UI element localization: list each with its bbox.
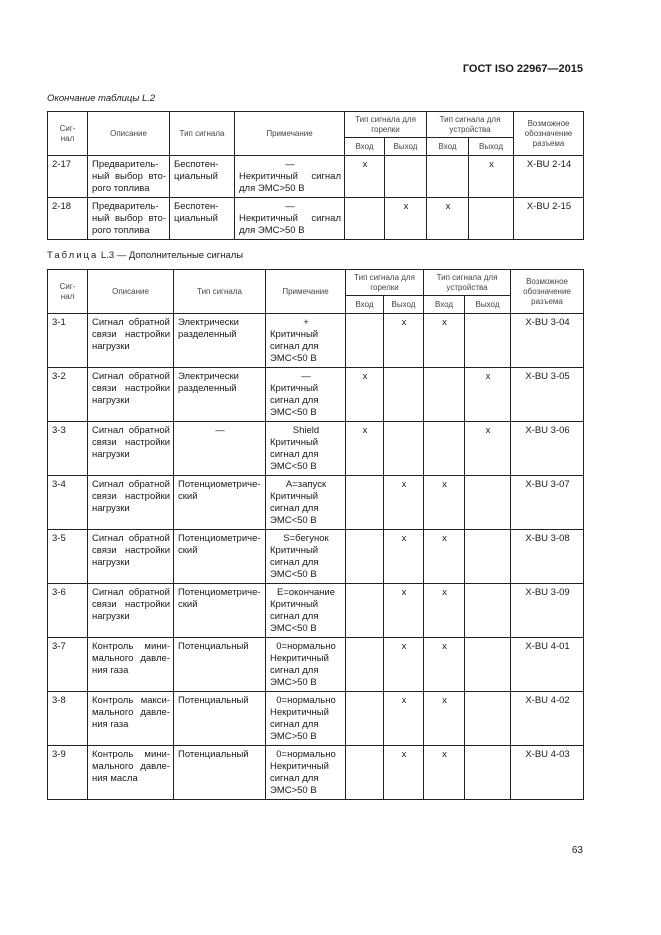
table-caption-label: Таблица	[47, 250, 99, 261]
header-note: Примечание	[266, 270, 346, 314]
type-cell: Потенциометриче-ский	[174, 476, 266, 530]
signal-cell: 3-4	[48, 476, 88, 530]
header-burner: Тип сигнала для горелки	[345, 112, 427, 138]
note-cell	[266, 422, 346, 476]
header-description: Описание	[88, 270, 174, 314]
note-cell	[266, 476, 346, 530]
connector-cell: X-BU 4-03	[511, 746, 584, 800]
device-input-cell: x	[424, 638, 465, 692]
note-cell	[266, 530, 346, 584]
signal-cell: 3-3	[48, 422, 88, 476]
note-line-secondary: Критичный сигнал для ЭМС<50 В	[270, 383, 319, 418]
type-cell: —	[174, 422, 266, 476]
connector-cell: X-BU 3-07	[511, 476, 584, 530]
device-input-cell: x	[424, 314, 465, 368]
burner-input-cell	[346, 476, 384, 530]
signal-cell: 3-6	[48, 584, 88, 638]
header-output: Выход	[384, 296, 424, 314]
description-cell: Предваритель-ный выбор вто-рого топлива	[88, 198, 170, 240]
header-output: Выход	[469, 138, 514, 156]
burner-input-cell	[346, 530, 384, 584]
note-cell	[235, 156, 345, 198]
header-output: Выход	[385, 138, 427, 156]
note-line-secondary: Некритичный сигнал для ЭМС>50 В	[270, 761, 329, 796]
device-input-cell: x	[424, 530, 465, 584]
device-input-cell	[427, 156, 469, 198]
device-input-cell	[424, 422, 465, 476]
description-cell: Сигнал обратной связи настройки нагрузки	[88, 422, 174, 476]
header-device: Тип сигнала для устройства	[424, 270, 511, 296]
device-output-cell: x	[465, 422, 511, 476]
connector-cell: X-BU 3-09	[511, 584, 584, 638]
table-l3-caption	[47, 250, 243, 261]
burner-input-cell	[346, 692, 384, 746]
type-cell: Потенциальный	[174, 746, 266, 800]
connector-cell: X-BU 4-02	[511, 692, 584, 746]
header-signal: Сиг- нал	[48, 270, 88, 314]
connector-cell: X-BU 3-08	[511, 530, 584, 584]
header-type: Тип сигнала	[174, 270, 266, 314]
connector-cell: X-BU 2-15	[514, 198, 584, 240]
description-cell: Контроль макси-мального давле-ния газа	[88, 692, 174, 746]
device-output-cell	[465, 638, 511, 692]
table-row	[48, 314, 584, 368]
note-cell	[266, 584, 346, 638]
device-output-cell: x	[469, 156, 514, 198]
table-row	[48, 584, 584, 638]
note-line-secondary: Критичный сигнал для ЭМС<50 В	[270, 545, 319, 580]
type-cell: Электрически разделенный	[174, 368, 266, 422]
note-line-primary: +	[303, 317, 309, 328]
note-line-primary: E=окончание	[276, 587, 336, 598]
signal-cell: 3-1	[48, 314, 88, 368]
type-cell: Потенциальный	[174, 692, 266, 746]
type-cell: Беспотен-циальный	[170, 156, 235, 198]
table-row	[48, 368, 584, 422]
description-cell: Сигнал обратной связи настройки нагрузки	[88, 476, 174, 530]
table-caption-text: L.3 — Дополнительные сигналы	[100, 250, 244, 261]
table-l3	[47, 269, 584, 800]
signal-cell: 3-7	[48, 638, 88, 692]
signal-cell: 3-9	[48, 746, 88, 800]
document-header: ГОСТ ISO 22967—2015	[462, 63, 583, 75]
note-cell	[266, 638, 346, 692]
description-cell: Контроль мини-мального давле-ния масла	[88, 746, 174, 800]
device-output-cell	[469, 198, 514, 240]
connector-cell: X-BU 4-01	[511, 638, 584, 692]
note-line-primary: A=запуск	[285, 479, 327, 490]
header-description: Описание	[88, 112, 170, 156]
note-cell	[235, 198, 345, 240]
table-row	[48, 692, 584, 746]
header-input: Вход	[427, 138, 469, 156]
device-output-cell	[465, 746, 511, 800]
signal-cell: 3-8	[48, 692, 88, 746]
burner-output-cell: x	[385, 198, 427, 240]
burner-input-cell: x	[346, 422, 384, 476]
table-continuation-caption: Окончание таблицы L.2	[47, 93, 156, 104]
note-line-primary: 0=нормально	[276, 695, 336, 706]
burner-output-cell: x	[384, 584, 424, 638]
note-cell	[266, 746, 346, 800]
header-input: Вход	[346, 296, 384, 314]
header-input: Вход	[424, 296, 465, 314]
device-input-cell	[424, 368, 465, 422]
device-output-cell	[465, 314, 511, 368]
table-l2-end	[47, 111, 584, 240]
burner-output-cell	[384, 422, 424, 476]
note-line-secondary: Некритичный сигнал для ЭМС>50 В	[270, 707, 329, 742]
note-cell	[266, 692, 346, 746]
burner-output-cell: x	[384, 530, 424, 584]
burner-output-cell: x	[384, 746, 424, 800]
burner-input-cell	[345, 198, 385, 240]
note-line-primary: —	[301, 371, 311, 382]
note-line-primary: 0=нормально	[276, 749, 336, 760]
note-line-secondary: Критичный сигнал для ЭМС<50 В	[270, 329, 319, 364]
device-input-cell: x	[424, 584, 465, 638]
device-input-cell: x	[424, 476, 465, 530]
header-connector: Возможное обозначение разъема	[511, 270, 584, 314]
note-cell	[266, 314, 346, 368]
device-input-cell: x	[424, 692, 465, 746]
note-line-secondary: Критичный сигнал для ЭМС<50 В	[270, 437, 319, 472]
header-signal: Сиг- нал	[48, 112, 88, 156]
type-cell: Потенциальный	[174, 638, 266, 692]
connector-cell: X-BU 3-05	[511, 368, 584, 422]
burner-input-cell	[346, 746, 384, 800]
note-line-secondary: Некритичный сигнал для ЭМС>50 В	[239, 213, 341, 236]
note-line-primary: —	[285, 159, 295, 170]
note-line-primary: S=бегунок	[283, 533, 329, 544]
burner-input-cell	[346, 638, 384, 692]
burner-output-cell	[385, 156, 427, 198]
page-number: 63	[571, 845, 583, 856]
table-row	[48, 422, 584, 476]
note-line-secondary: Критичный сигнал для ЭМС<50 В	[270, 599, 319, 634]
burner-output-cell: x	[384, 692, 424, 746]
table-row	[48, 530, 584, 584]
table-row	[48, 638, 584, 692]
description-cell: Предваритель-ный выбор вто-рого топлива	[88, 156, 170, 198]
burner-input-cell	[346, 314, 384, 368]
burner-output-cell: x	[384, 476, 424, 530]
type-cell: Потенциометриче-ский	[174, 584, 266, 638]
description-cell: Контроль мини-мального давле-ния газа	[88, 638, 174, 692]
header-device: Тип сигнала для устройства	[427, 112, 514, 138]
description-cell: Сигнал обратной связи настройки нагрузки	[88, 314, 174, 368]
type-cell: Беспотен-циальный	[170, 198, 235, 240]
device-output-cell: x	[465, 368, 511, 422]
header-burner: Тип сигнала для горелки	[346, 270, 424, 296]
connector-cell: X-BU 3-06	[511, 422, 584, 476]
table-row	[48, 476, 584, 530]
note-line-secondary: Критичный сигнал для ЭМС<50 В	[270, 491, 319, 526]
connector-cell: X-BU 3-04	[511, 314, 584, 368]
description-cell: Сигнал обратной связи настройки нагрузки	[88, 530, 174, 584]
type-cell: Электрически разделенный	[174, 314, 266, 368]
burner-output-cell	[384, 368, 424, 422]
burner-output-cell: x	[384, 314, 424, 368]
device-output-cell	[465, 584, 511, 638]
note-line-primary: —	[285, 201, 295, 212]
note-line-secondary: Некритичный сигнал для ЭМС>50 В	[270, 653, 329, 688]
table-row	[48, 746, 584, 800]
device-input-cell: x	[427, 198, 469, 240]
description-cell: Сигнал обратной связи настройки нагрузки	[88, 584, 174, 638]
burner-input-cell	[346, 584, 384, 638]
device-input-cell: x	[424, 746, 465, 800]
header-connector: Возможное обозначение разъема	[514, 112, 584, 156]
table-row	[48, 156, 584, 198]
note-line-secondary: Некритичный сигнал для ЭМС>50 В	[239, 171, 341, 194]
connector-cell: X-BU 2-14	[514, 156, 584, 198]
header-note: Примечание	[235, 112, 345, 156]
description-cell: Сигнал обратной связи настройки нагрузки	[88, 368, 174, 422]
signal-cell: 3-5	[48, 530, 88, 584]
signal-cell: 3-2	[48, 368, 88, 422]
table-row	[48, 198, 584, 240]
device-output-cell	[465, 692, 511, 746]
device-output-cell	[465, 476, 511, 530]
header-output: Выход	[465, 296, 511, 314]
note-line-primary: 0=нормально	[276, 641, 336, 652]
type-cell: Потенциометриче-ский	[174, 530, 266, 584]
burner-input-cell: x	[345, 156, 385, 198]
header-type: Тип сигнала	[170, 112, 235, 156]
note-line-primary: Shield	[292, 425, 320, 436]
signal-cell: 2-18	[48, 198, 88, 240]
device-output-cell	[465, 530, 511, 584]
header-input: Вход	[345, 138, 385, 156]
note-cell	[266, 368, 346, 422]
signal-cell: 2-17	[48, 156, 88, 198]
burner-output-cell: x	[384, 638, 424, 692]
burner-input-cell: x	[346, 368, 384, 422]
